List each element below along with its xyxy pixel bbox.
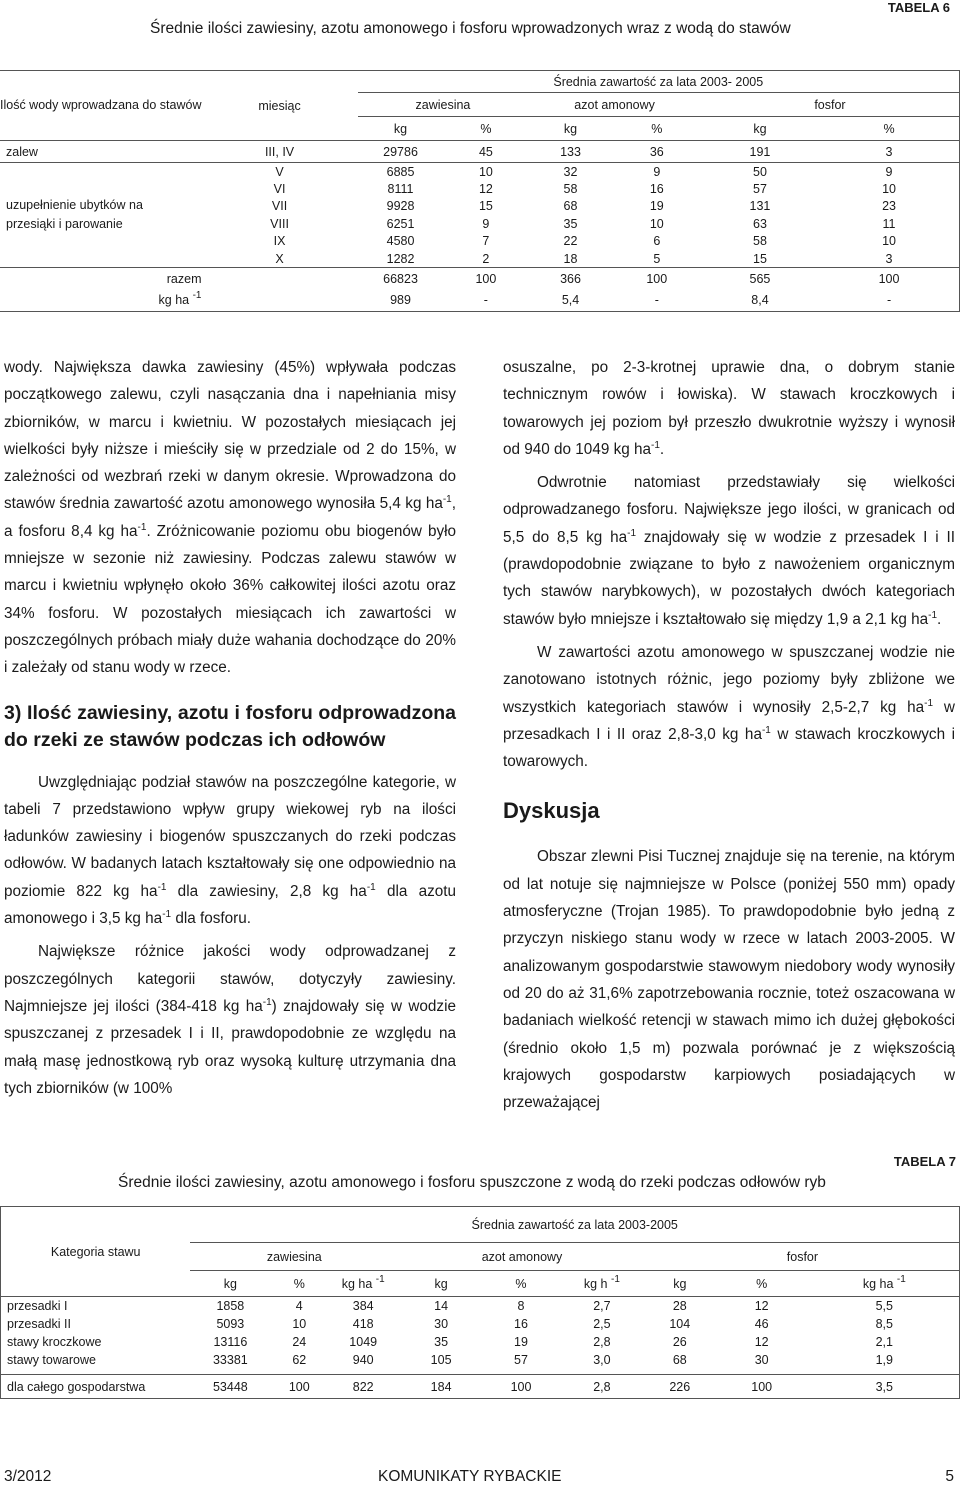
t6-cell: 10 — [443, 163, 528, 181]
t7-cell: 5093 — [216, 1316, 245, 1331]
t7-cell: 100 — [270, 1375, 328, 1399]
t7-row-name: stawy kroczkowe — [7, 1334, 102, 1349]
t7-cell: 100 — [714, 1375, 810, 1399]
section-heading-dyskusja: Dyskusja — [503, 798, 600, 824]
t6-cell: 16 — [649, 181, 664, 196]
t6-unit: kg — [563, 121, 578, 136]
footer-issue: 3/2012 — [4, 1468, 52, 1485]
t7-cell: 418 — [352, 1316, 374, 1331]
t7-cell: 53448 — [190, 1375, 270, 1399]
t6-cell: 100 — [613, 268, 701, 290]
t7-head-g3: fosfor — [646, 1243, 960, 1271]
t6-row-month — [0, 163, 960, 181]
t7-cell: 1049 — [349, 1334, 378, 1349]
t6-row-zalew — [0, 141, 960, 163]
t6-cell: 29786 — [358, 141, 444, 163]
t6-cell: 63 — [753, 216, 767, 231]
t6-cell: 2 — [482, 251, 490, 266]
t6-row-razem — [0, 268, 960, 290]
t7-cell: 822 — [328, 1375, 398, 1399]
t7-cell: 2,8 — [558, 1375, 646, 1399]
t7-unit: kg — [223, 1276, 237, 1291]
footer-journal: KOMUNIKATY RYBACKIE — [378, 1468, 562, 1485]
t6-month: V — [202, 163, 358, 181]
t6-cell: 1282 — [386, 251, 415, 266]
table7-title: Średnie ilości zawiesiny, azotu amonowego i fosforu spuszczone z wodą do rzeki podczas odłowów ryb — [118, 1174, 826, 1191]
t7-head-category: Kategoria stawu — [50, 1244, 141, 1259]
t6-zalew-month: III, IV — [202, 141, 358, 163]
t6-unit: % — [480, 121, 492, 136]
t6-cell: 23 — [882, 199, 896, 214]
right-column — [503, 354, 955, 1116]
t7-cell: 4 — [270, 1297, 328, 1315]
t7-cell: 2,8 — [593, 1334, 611, 1349]
t7-unit: kg — [673, 1276, 687, 1291]
t7-unit: kg ha $^{-1}$ — [862, 1273, 906, 1291]
t6-cell: 4580 — [386, 234, 415, 249]
t6-cell: 15 — [478, 199, 493, 214]
t7-row — [1, 1315, 960, 1333]
t6-cell: 6 — [653, 234, 661, 249]
t6-cell: 133 — [528, 141, 612, 163]
t6-cell: 58 — [563, 181, 578, 196]
t6-month: VI — [273, 181, 286, 196]
t7-cell: 8 — [484, 1297, 558, 1315]
t7-cell: 1,9 — [875, 1352, 893, 1367]
table6 — [0, 70, 960, 312]
table7-label: TABELA 7 — [893, 1154, 956, 1169]
t7-cell: 3,0 — [593, 1352, 611, 1367]
t7-cell: 19 — [514, 1334, 528, 1349]
t6-cell: 3 — [819, 141, 959, 163]
t6-unit: % — [883, 121, 895, 136]
t6-razem-label: razem — [0, 268, 202, 290]
t6-cell: 366 — [528, 268, 612, 290]
t6-cell: 68 — [563, 199, 578, 214]
t6-month: VII — [271, 199, 288, 214]
left-paragraph-1: wody. Największa dawka zawiesiny (45%) wpływała podczas początkowego zalewu, czyli nasączania dna i napełniania misy zbiorników, w marcu i kwietniu. W pozostałych miesiącach jej wielkości były niższe i mieściły się w przedziale od 2 do 15%, w zależności od wezbrań rzeki w danym okresie. Wprowadzona do stawów średnia zawartość azotu amonowego wynosiła 5,4 kg $ha^{-1}$, a fosforu 8,4 kg $ha^{-1}$. Zróżnicowanie poziomu obu biogenów było mniejsze w sezonie niż zawiesiny. Podczas zalewu stawów w marcu i kwietniu wpłynęło około 36% całkowitej ilości azotu oraz 34% fosforu. W pozostałych miesiącach ich zawartości w poszczególnych próbach miały duże wahania dochodzące do 20% i zależały od stanu wody w rzece. — [4, 359, 457, 677]
t7-cell: 8,5 — [875, 1316, 893, 1331]
right-paragraph-3: W zawartości azotu amonowego w spuszczanej wodzie nie zanotowano istotnych różnic, jego poziomy były zbliżone we wszystkich kategoriach stawów i wynosiły 2,5-2,7 kg $ha^{-1}$ w przesadkach I i II oraz 2,8-3,0 kg $ha^{-1}$ w stawach kroczkowych i towarowych. — [503, 643, 955, 771]
t6-kgha-label: kg ha $^{-1}$ — [158, 290, 202, 308]
t7-row-name: przesadki I — [1, 1297, 191, 1315]
t7-unit: % — [515, 1276, 527, 1291]
t7-cell: 33381 — [212, 1352, 248, 1367]
t6-cell: 5,4 — [561, 293, 580, 308]
t6-cell: 50 — [701, 163, 819, 181]
t6-cell: 36 — [613, 141, 701, 163]
t6-cell: 100 — [443, 268, 528, 290]
t6-head-g3: fosfor — [701, 93, 960, 117]
table6-title: Średnie ilości zawiesiny, azotu amonowego i fosforu wprowadzonych wraz z wodą do stawów — [150, 20, 791, 37]
t6-cell: 19 — [649, 199, 664, 214]
section-heading-3: 3) Ilość zawiesiny, azotu i fosforu odprowadzona do rzeki ze stawów podczas ich odłowów — [4, 701, 456, 752]
t6-cell: 12 — [478, 181, 493, 196]
t6-cell: 66823 — [358, 268, 444, 290]
table7 — [0, 1206, 960, 1399]
left-column — [4, 354, 456, 1102]
t7-cell: 384 — [328, 1297, 398, 1315]
t7-unit: kg ha $^{-1}$ — [341, 1273, 385, 1291]
t6-cell: 9 — [819, 163, 959, 181]
t6-cell: 10 — [882, 181, 896, 196]
t6-cell: 9 — [613, 163, 701, 181]
t7-cell: 12 — [714, 1297, 810, 1315]
t6-cell: 6251 — [386, 216, 415, 231]
t7-cell: 30 — [754, 1352, 769, 1367]
t7-cell: 26 — [672, 1334, 687, 1349]
t6-cell: 131 — [749, 199, 771, 214]
t7-cell: 2,7 — [558, 1297, 646, 1315]
t7-row — [1, 1351, 960, 1369]
t7-cell: 68 — [672, 1352, 687, 1367]
t6-cell: - — [654, 293, 659, 308]
t6-cell: 7 — [482, 234, 490, 249]
t7-cell: 14 — [398, 1297, 484, 1315]
t7-cell: 10 — [292, 1316, 307, 1331]
t6-head-water: Ilość wody wprowadzana do stawów — [0, 98, 202, 112]
t7-head-group: Średnia zawartość za lata 2003-2005 — [190, 1207, 959, 1243]
t6-cell: - — [886, 293, 892, 308]
t7-cell: 100 — [484, 1375, 558, 1399]
t6-cell: 9 — [482, 216, 490, 231]
t7-cell: 226 — [646, 1375, 714, 1399]
t6-cell: 32 — [528, 163, 612, 181]
t7-row-total — [1, 1375, 960, 1399]
t7-cell: 24 — [292, 1334, 307, 1349]
t6-cell: 100 — [819, 268, 959, 290]
t6-cell: 15 — [753, 251, 767, 266]
footer-page-number: 5 — [945, 1468, 954, 1485]
t6-cell: 45 — [443, 141, 528, 163]
t6-cell: 3 — [885, 251, 893, 266]
t6-cell: 22 — [563, 234, 578, 249]
t7-unit: % — [756, 1276, 768, 1291]
t6-cell: 58 — [753, 234, 767, 249]
t6-cell: 18 — [563, 251, 578, 266]
t7-unit: % — [293, 1276, 305, 1291]
t7-cell: 3,5 — [810, 1375, 960, 1399]
t6-unit: kg — [753, 121, 767, 136]
t7-cell: 1858 — [190, 1297, 270, 1315]
t6-cell: 989 — [390, 293, 411, 308]
t6-month: VIII — [270, 216, 289, 231]
t6-cell: 565 — [701, 268, 819, 290]
t6-cell: 10 — [882, 234, 896, 249]
t6-cell: 191 — [701, 141, 819, 163]
t6-head-g2: azot amonowy — [528, 93, 701, 117]
t6-cell: 6885 — [358, 163, 444, 181]
t6-cell: 35 — [563, 216, 578, 231]
t6-cell: 5 — [653, 251, 661, 266]
t6-unit: % — [651, 121, 663, 136]
t7-head-g2: azot amonowy — [398, 1243, 646, 1271]
t7-row-name: przesadki II — [7, 1316, 71, 1331]
t7-row — [1, 1297, 960, 1315]
t7-cell: 105 — [430, 1352, 452, 1367]
t6-cell: 9928 — [386, 199, 415, 214]
t7-cell: 2,1 — [875, 1334, 893, 1349]
t7-row-name: stawy towarowe — [7, 1352, 96, 1367]
t6-head-month: miesiąc — [258, 98, 301, 113]
t6-cell: 8111 — [387, 181, 414, 196]
right-paragraph-1: osuszalne, po 2-3-krotnej uprawie dna, o dobrym stanie technicznym rowów i łowiska). W stawach kroczkowych i towarowych jej poziom był przeszło dwukrotnie wyższy i wynosił od 940 do 1049 kg $ha^{-1}$. — [503, 359, 955, 458]
t7-cell: 16 — [514, 1316, 528, 1331]
t7-cell: 35 — [434, 1334, 449, 1349]
t7-cell: 2,5 — [593, 1316, 611, 1331]
t6-cell: 8,4 — [751, 293, 769, 308]
t7-cell: 104 — [669, 1316, 691, 1331]
t7-cell: 28 — [646, 1297, 714, 1315]
t7-cell: 12 — [754, 1334, 769, 1349]
t6-cell: - — [483, 293, 488, 308]
t7-unit: kg h $^{-1}$ — [583, 1273, 620, 1291]
left-paragraph-3: Największe różnice jakości wody odprowadzanej z poszczególnych kategorii stawów, dotyczyły zawiesiny. Najmniejsze jej ilości (384-418 kg $ha^{-1}$) znajdowały się w wodzie spuszczanej z przesadek I i II, prawdopodobnie ze względu na małą masę jednostkową ryb oraz wysoką kulturę utrzymania dna tych zbiorników (w 100% — [4, 943, 456, 1097]
t7-cell: 184 — [398, 1375, 484, 1399]
t7-total-name: dla całego gospodarstwa — [1, 1375, 191, 1399]
t6-head-group: Średnia zawartość za lata 2003- 2005 — [358, 71, 960, 93]
t7-head-g1: zawiesina — [190, 1243, 398, 1271]
right-paragraph-2: Odwrotnie natomiast przedstawiały się wielkości odprowadzanego fosforu. Największe jego ilości, w granicach od 5,5 do 8,5 kg $ha^{-1}$ znajdowały się w wodzie z przesadek I i II (prawdopodobnie związane to było z nawożeniem organicznym tych stawów narybkowych), w pozostałych dwóch kategoriach stawów było mniejsze i kształtowało się między 1,9 a 2,1 kg $ha^{-1}$. — [503, 474, 955, 628]
t7-unit: kg — [434, 1276, 448, 1291]
t6-cell: 10 — [649, 216, 664, 231]
t7-row — [1, 1333, 960, 1351]
t6-zalew-label: zalew — [0, 141, 202, 163]
t7-cell: 46 — [754, 1316, 769, 1331]
t6-cell: 57 — [753, 181, 767, 196]
left-paragraph-2: Uwzględniając podział stawów na poszczególne kategorie, w tabeli 7 przedstawiono wpływ grupy wiekowej ryb na ilości ładunków zawiesiny i biogenów spuszczanych do rzeki podczas odłowów. W badanych latach kształtowały się one odpowiednio na poziomie 822 kg $ha^{-1}$ dla zawiesiny, 2,8 kg $ha^{-1}$ dla azotu amonowego i 3,5 kg $ha^{-1}$ dla fosforu. — [4, 773, 456, 928]
t7-cell: 5,5 — [810, 1297, 960, 1315]
t6-uzup-label: uzupełnienie ubytków na przesiąki i parowanie — [0, 163, 202, 268]
t7-cell: 13116 — [213, 1334, 248, 1349]
t6-head-g1: zawiesina — [358, 93, 529, 117]
t6-row-kgha — [0, 290, 960, 312]
right-paragraph-4: Obszar zlewni Pisi Tucznej znajduje się na terenie, na którym od lat notuje się najmniejsze w Polsce (poniżej 550 mm) opady atmosferyczne (Trojan 1985). To prawdopodobnie było jedną z przyczyn niskiego stanu wody w rzece w latach 2003-2005. W analizowanym gospodarstwie stawowym niedobory wody wynosiły od 20 do aż 31,6% zapotrzebowania rocznie, toteż oszacowana w badaniach wielkość retencji w stawach mimo ich dużej głębokości (średnio około 1,5 m) pozwala porównać je z większością krajowych gospodarstw karpiowych posiadających w przeważającej — [503, 848, 955, 1112]
t6-month: IX — [273, 234, 286, 249]
t7-cell: 57 — [514, 1352, 528, 1367]
t7-cell: 30 — [434, 1316, 449, 1331]
t6-month: X — [275, 251, 284, 266]
table6-label: TABELA 6 — [887, 0, 950, 15]
t6-cell: 11 — [882, 216, 896, 231]
t6-unit: kg — [393, 121, 408, 136]
t7-cell: 62 — [292, 1352, 307, 1367]
t7-cell: 940 — [352, 1352, 374, 1367]
